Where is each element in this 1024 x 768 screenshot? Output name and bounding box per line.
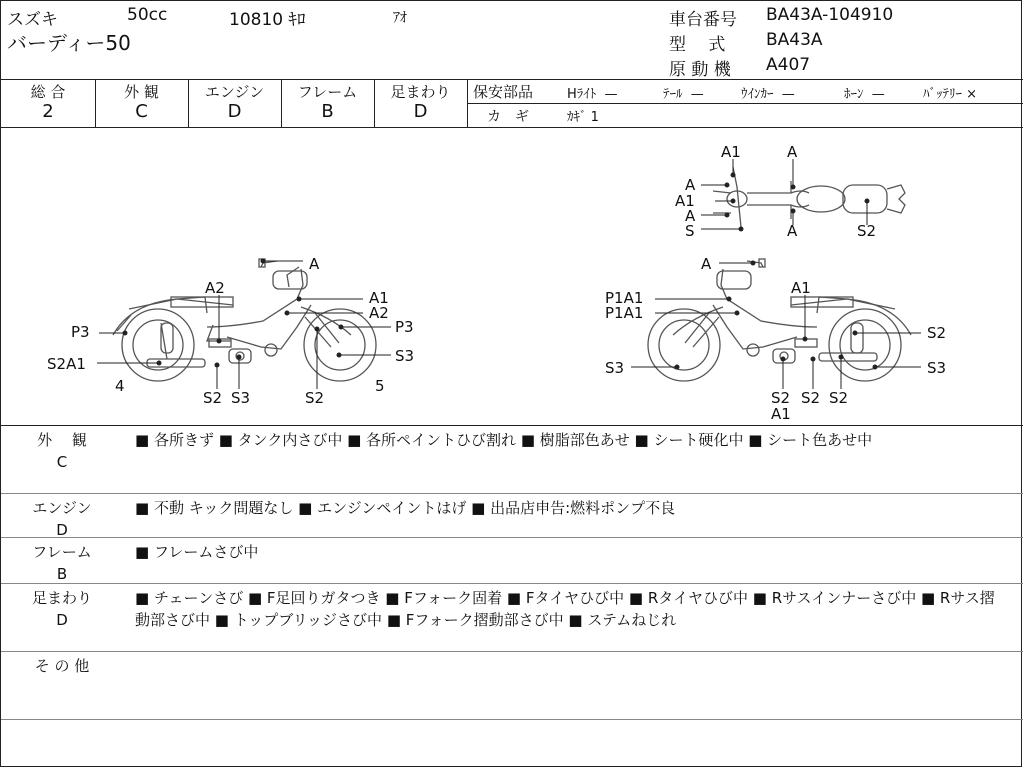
right-label-s2: S2 — [927, 324, 947, 342]
grade-frame — [281, 79, 375, 127]
top-label-s: S — [685, 222, 695, 240]
grade-label: 総 合 — [30, 83, 66, 101]
right-label-a1: A1 — [791, 279, 811, 297]
left-label-p3: P3 — [71, 323, 90, 341]
top-label-a: A — [787, 222, 798, 240]
section-text: ■ フレームさび中 — [135, 543, 259, 561]
section-label: フレーム B — [32, 543, 92, 583]
header — [1, 1, 1023, 80]
safety-tail: ﾃｰﾙ — — [663, 87, 704, 102]
grade-value: D — [413, 101, 428, 122]
grade-value: D — [227, 101, 242, 122]
grade-value: B — [321, 101, 334, 122]
right-label-s2: S2 — [829, 389, 849, 407]
damage-diagram — [1, 127, 1023, 426]
grade-label: エンジン — [204, 83, 265, 101]
section-label: そ の 他 — [34, 657, 90, 675]
top-label-a1: A1 — [675, 192, 695, 210]
section-suspension — [1, 583, 1023, 652]
safety-battery: ﾊﾞｯﾃﾘｰ × — [923, 87, 978, 102]
section-text: ■ チェーンさび ■ F足回りガタつき ■ Fフォーク固着 ■ Fタイヤひび中 ■ Rタイヤひび中 ■ Rサスインナーさび中 ■ Rサス摺動部さび中 ■ トップブリッジさび中 ■ Fフォーク摺動部さび中 ■ ステムねじれ — [135, 589, 995, 629]
engine-label: 原 動 機 — [669, 60, 731, 80]
section-frame — [1, 537, 1023, 584]
grade-value: C — [135, 101, 148, 122]
grade-overall — [1, 79, 96, 127]
divider — [467, 103, 1023, 104]
section-text: ■ 各所きず ■ タンク内さび中 ■ 各所ペイントひび割れ ■ 樹脂部色あせ ■ シート硬化中 ■ シート色あせ中 — [135, 431, 873, 449]
section-exterior — [1, 425, 1023, 494]
left-label-4: 4 — [115, 377, 125, 395]
key-label: カ ギ — [487, 109, 529, 125]
section-label: 外 観 C — [37, 431, 87, 471]
top-label-a: A — [685, 207, 696, 225]
left-label-s3: S3 — [231, 389, 251, 407]
right-label-a: A — [701, 255, 712, 273]
frame-no: BA43A-104910 — [766, 5, 894, 25]
left-label-a2: A2 — [205, 279, 225, 297]
right-label-s2: S2 — [771, 389, 791, 407]
model-name: バーディー50 — [7, 31, 131, 55]
displacement: 50cc — [127, 5, 168, 25]
safety-headlight: Hﾗｲﾄ — — [567, 87, 618, 102]
left-label-s2: S2 — [305, 389, 325, 407]
left-label-a: A — [309, 255, 320, 273]
color: ｱｵ — [393, 10, 407, 26]
key-value: ｶｷﾞ 1 — [567, 110, 599, 125]
section-label: エンジン D — [32, 499, 92, 539]
scooter-diagram — [1, 127, 1023, 425]
grade-suspension — [374, 79, 468, 127]
type-label: 型 式 — [669, 35, 726, 55]
grade-value: 2 — [42, 101, 54, 122]
left-label-5: 5 — [375, 377, 385, 395]
grade-row — [1, 79, 1023, 128]
right-label-p1a1: P1A1 — [605, 289, 644, 307]
section-engine — [1, 493, 1023, 538]
section-other — [1, 651, 1023, 720]
type-value: BA43A — [766, 30, 823, 50]
section-label: 足まわり D — [31, 589, 92, 629]
safety-horn: ﾎｰﾝ — — [844, 87, 885, 102]
right-label-a1: A1 — [771, 405, 791, 423]
top-label-a: A — [685, 176, 696, 194]
grade-engine — [188, 79, 282, 127]
right-label-s3: S3 — [927, 359, 947, 377]
maker: スズキ — [7, 10, 58, 30]
grade-label: 足まわり — [390, 83, 451, 101]
left-label-s2: S2 — [203, 389, 223, 407]
grade-label: 外 観 — [124, 83, 159, 101]
right-label-s2: S2 — [801, 389, 821, 407]
left-label-p3: P3 — [395, 318, 414, 336]
left-label-s3: S3 — [395, 347, 415, 365]
frame-no-label: 車台番号 — [669, 10, 737, 30]
top-label-s2: S2 — [857, 222, 877, 240]
left-label-a2: A2 — [369, 304, 389, 322]
left-label-s2a1: S2A1 — [47, 355, 86, 373]
top-label-a1: A1 — [721, 143, 741, 161]
section-text: ■ 不動 キック問題なし ■ エンジンペイントはげ ■ 出品店申告:燃料ポンプ不良 — [135, 499, 676, 517]
right-label-p1a1: P1A1 — [605, 304, 644, 322]
top-label-a: A — [787, 143, 798, 161]
right-label-s3: S3 — [605, 359, 625, 377]
grade-exterior — [95, 79, 189, 127]
engine-value: A407 — [766, 55, 811, 75]
left-label-a1: A1 — [369, 289, 389, 307]
safety-winker: ｳｲﾝｶｰ — — [741, 87, 795, 102]
safety-label: 保安部品 — [473, 83, 534, 101]
mileage: 10810 ｷﾛ — [229, 10, 306, 30]
grade-label: フレーム — [297, 83, 358, 101]
